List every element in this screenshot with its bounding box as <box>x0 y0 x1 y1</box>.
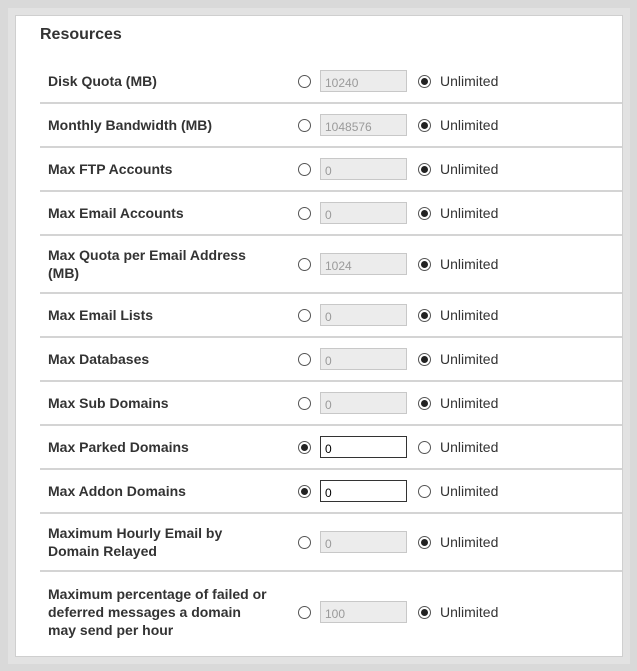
resource-row <box>40 192 622 236</box>
resource-control <box>298 347 498 371</box>
resource-value-input[interactable]: 0 <box>320 531 407 553</box>
resource-value-input[interactable]: 100 <box>320 601 407 623</box>
custom-value-radio[interactable] <box>298 75 311 88</box>
custom-value-radio[interactable] <box>298 485 311 498</box>
resource-label: Maximum percentage of failed or deferred messages a domain may send per hour <box>48 586 267 638</box>
page-frame <box>8 8 630 664</box>
custom-value-radio[interactable] <box>298 353 311 366</box>
custom-value-radio[interactable] <box>298 163 311 176</box>
resource-value-input[interactable]: 0 <box>320 392 407 414</box>
resource-control <box>298 113 498 137</box>
custom-value-radio[interactable] <box>298 606 311 619</box>
unlimited-label: Unlimited <box>440 351 499 367</box>
resource-value-input[interactable]: 0 <box>320 158 407 180</box>
resource-control <box>298 435 498 459</box>
resource-control <box>298 201 498 225</box>
resource-label: Disk Quota (MB) <box>48 73 157 89</box>
resource-row <box>40 104 622 148</box>
custom-value-radio[interactable] <box>298 441 311 454</box>
resource-row <box>40 470 622 514</box>
resource-label: Monthly Bandwidth (MB) <box>48 117 213 133</box>
resource-value-input[interactable]: 1024 <box>320 253 407 275</box>
unlimited-label: Unlimited <box>440 73 499 89</box>
unlimited-label: Unlimited <box>440 205 499 221</box>
unlimited-radio[interactable] <box>418 309 431 322</box>
resource-rows <box>40 60 622 652</box>
resource-control <box>298 479 498 503</box>
unlimited-label: Unlimited <box>440 307 499 323</box>
unlimited-radio[interactable] <box>418 606 431 619</box>
resource-control <box>298 391 498 415</box>
unlimited-label: Unlimited <box>440 117 499 133</box>
resource-control <box>298 600 498 624</box>
custom-value-radio[interactable] <box>298 119 311 132</box>
unlimited-label: Unlimited <box>440 604 499 620</box>
resource-value-input[interactable]: 0 <box>320 480 407 502</box>
unlimited-radio[interactable] <box>418 119 431 132</box>
resource-control <box>298 157 498 181</box>
custom-value-radio[interactable] <box>298 397 311 410</box>
resource-control <box>298 303 498 327</box>
resource-label: Maximum Hourly Email by Domain Relayed <box>48 525 223 559</box>
unlimited-label: Unlimited <box>440 256 499 272</box>
resource-value-input[interactable]: 0 <box>320 348 407 370</box>
resource-row <box>40 338 622 382</box>
custom-value-radio[interactable] <box>298 207 311 220</box>
custom-value-radio[interactable] <box>298 309 311 322</box>
resource-label: Max Parked Domains <box>48 439 189 455</box>
resource-row <box>40 382 622 426</box>
unlimited-label: Unlimited <box>440 439 499 455</box>
resource-label: Max Addon Domains <box>48 483 186 499</box>
unlimited-label: Unlimited <box>440 534 499 550</box>
resource-value-input[interactable]: 1048576 <box>320 114 407 136</box>
resource-row <box>40 294 622 338</box>
panel-title: Resources <box>40 26 122 43</box>
resource-row <box>40 514 622 572</box>
unlimited-radio[interactable] <box>418 536 431 549</box>
resource-label: Max Databases <box>48 351 150 367</box>
custom-value-radio[interactable] <box>298 258 311 271</box>
resource-row <box>40 236 622 294</box>
resource-label: Max Quota per Email Address (MB) <box>48 247 246 281</box>
resource-label: Max Sub Domains <box>48 395 169 411</box>
resources-panel <box>15 15 623 657</box>
unlimited-radio[interactable] <box>418 207 431 220</box>
unlimited-radio[interactable] <box>418 441 431 454</box>
resource-row <box>40 148 622 192</box>
unlimited-label: Unlimited <box>440 395 499 411</box>
resource-control <box>298 252 498 276</box>
resource-value-input[interactable]: 10240 <box>320 70 407 92</box>
unlimited-label: Unlimited <box>440 161 499 177</box>
unlimited-radio[interactable] <box>418 353 431 366</box>
unlimited-label: Unlimited <box>440 483 499 499</box>
custom-value-radio[interactable] <box>298 536 311 549</box>
resource-label: Max FTP Accounts <box>48 161 173 177</box>
resource-label: Max Email Accounts <box>48 205 184 221</box>
resource-value-input[interactable]: 0 <box>320 202 407 224</box>
resource-row <box>40 60 622 104</box>
resource-row <box>40 572 622 652</box>
resource-value-input[interactable]: 0 <box>320 304 407 326</box>
resource-control <box>298 69 498 93</box>
unlimited-radio[interactable] <box>418 485 431 498</box>
unlimited-radio[interactable] <box>418 258 431 271</box>
unlimited-radio[interactable] <box>418 163 431 176</box>
resource-row <box>40 426 622 470</box>
resource-control <box>298 530 498 554</box>
resource-value-input[interactable]: 0 <box>320 436 407 458</box>
unlimited-radio[interactable] <box>418 397 431 410</box>
unlimited-radio[interactable] <box>418 75 431 88</box>
resource-label: Max Email Lists <box>48 307 154 323</box>
